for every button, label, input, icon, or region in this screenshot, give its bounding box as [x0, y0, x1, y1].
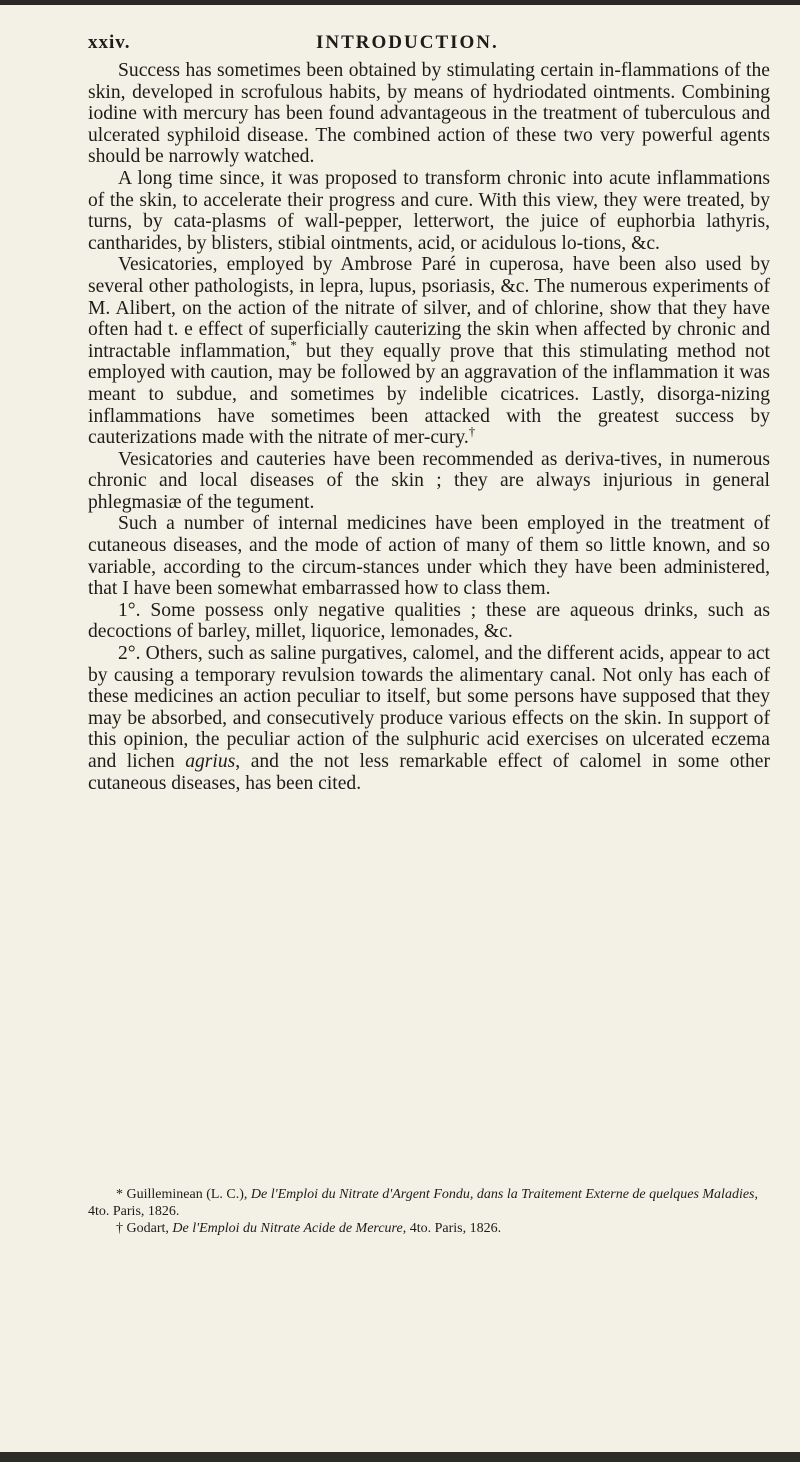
footnote-1	[88, 1186, 770, 1220]
footnote-imprint: , 4to. Paris, 1826.	[88, 1187, 758, 1219]
paragraph: 1°. Some possess only negative qualities ; these are aqueous drinks, such as decoctions of barley, millet, liquorice, lemonades, &c.	[88, 599, 770, 643]
body-text	[88, 60, 770, 794]
paragraph: A long time since, it was proposed to transform chronic into acute inflammations of the skin, to accelerate their progress and cure. With this view, they were treated, by turns, by cata-plasms of wall-pepper, letterwort, the juice of euphorbia lathyris, cantharides, by blisters, stibial ointments, acid, or acidulous lo-tions, &c.	[88, 167, 770, 254]
page-header	[88, 32, 768, 62]
running-title: INTRODUCTION.	[316, 32, 499, 53]
paragraph-text: , and the not less remarkable effect of calomel in some other cutaneous diseases, has been cited.	[88, 751, 770, 794]
italic-term: agrius	[185, 751, 236, 772]
footnotes	[88, 1186, 770, 1237]
top-edge-rule	[0, 0, 800, 5]
paragraph	[88, 643, 770, 794]
paragraph-text: Vesicatories, employed by Ambrose Paré in cuperosa, have been also used by several other pathologists, in lepra, lupus, psoriasis, &c. The numerous experiments of M. Alibert, on the action of the nitrate of silver, and of chlorine, show that they have often had t. e effect of superficially cauterizing the skin when affected by chronic and intractable inflammation,	[88, 254, 770, 362]
paragraph: Vesicatories and cauteries have been recommended as deriva-tives, in numerous chronic and local diseases of the skin ; they are always injurious in general phlegmasiæ of the tegument.	[88, 448, 770, 513]
footnote-author: Godart,	[123, 1221, 173, 1236]
paragraph	[88, 254, 770, 448]
page-number: xxiv.	[88, 32, 131, 53]
bottom-edge-rule	[0, 1452, 800, 1462]
footnote-ref-1: *	[290, 337, 297, 353]
paragraph-text: but they equally prove that this stimulating method not employed with caution, may be followed by an aggravation of the inflammation it was meant to subdue, and sometimes by indelible cicatrices. Lastly, disorga-nizing inflammations have sometimes been attacked with the greatest success by cauterizations made with the nitrate of mer-cury.	[88, 340, 770, 449]
paragraph: Success has sometimes been obtained by stimulating certain in-flammations of the skin, developed in scrofulous habits, by means of hydriodated ointments. Combining iodine with mercury has been found advantageous in the treatment of tuberculous and ulcerated syphiloid disease. The combined action of these two very powerful agents should be narrowly watched.	[88, 60, 770, 168]
footnote-ref-2: †	[468, 423, 476, 439]
footnote-mark: *	[116, 1187, 123, 1202]
paragraph: Such a number of internal medicines have been employed in the treatment of cutaneous diseases, and the mode of action of many of them so little known, and so variable, according to the circum-stances under which they have been administered, that I have been somewhat embarrassed how to class them.	[88, 513, 770, 600]
footnote-author: Guilleminean (L. C.),	[123, 1187, 251, 1202]
paragraph-text: 2°. Others, such as saline purgatives, calomel, and the different acids, appear to act by causing a temporary revulsion towards the alimentary canal. Not only has each of these medicines an action peculiar to itself, but some persons have supposed that they may be absorbed, and consecutively produce various effects on the skin. In support of this opinion, the peculiar action of the sulphuric acid exercises on ulcerated eczema and lichen	[88, 643, 770, 772]
footnote-title: De l'Emploi du Nitrate Acide de Mercure	[172, 1221, 403, 1236]
footnote-2	[88, 1220, 770, 1237]
footnote-title: De l'Emploi du Nitrate d'Argent Fondu, dans la Traitement Externe de quelques Maladies	[250, 1187, 755, 1202]
footnote-mark: †	[116, 1221, 123, 1236]
footnote-imprint: , 4to. Paris, 1826.	[402, 1221, 502, 1236]
